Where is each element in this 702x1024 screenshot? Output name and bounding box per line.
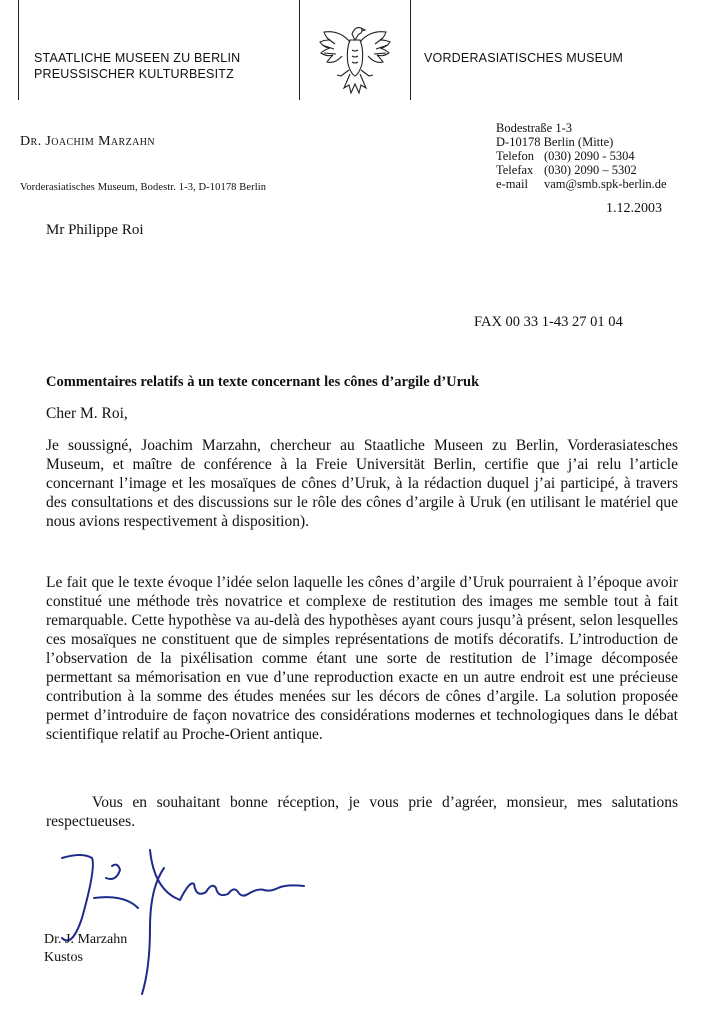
letterhead-divider-center-left (299, 0, 300, 100)
recipient: Mr Philippe Roi (46, 222, 144, 238)
fax-number: FAX 00 33 1-43 27 01 04 (474, 314, 623, 330)
closing: Vous en souhaitant bonne réception, je vous prie d’agréer, monsieur, mes salutations respectueuses. (46, 794, 678, 830)
paragraph-2: Le fait que le texte évoque l’idée selon laquelle les cônes d’argile d’Uruk pourraient à l’époque avoir constitué une méthode très novatrice et complexe de restitution des images me semble tout à fait remarquable. Cette hypothèse va au-delà des hypothèses ayant cours jusqu’à présent, selon lesquelles ces mosaïques ne constituent que de simples représentations de motifs décoratifs. L’introduction de l’observation de la pixélisation comme étant une sorte de restitution de l’image décomposée permettant sa mémorisation en vue d’une reproduction exacte en un autre endroit est une précieuse contribution à la somme des études menées sur les décors de cônes d’argile. La solution proposée permet d’introduire de façon novatrice des considérations modernes et technologiques dans le débat scientifique relatif au Proche-Orient antique. (46, 574, 678, 743)
return-address: Vorderasiatisches Museum, Bodestr. 1-3, D-10178 Berlin (20, 182, 267, 193)
telefon-label: Telefon (496, 149, 534, 163)
telefax-value: (030) 2090 – 5302 (544, 163, 637, 177)
museum-name: VORDERASIATISCHES MUSEUM (424, 51, 624, 65)
address-city: D-10178 Berlin (Mitte) (496, 135, 614, 149)
letterhead-divider-left (18, 0, 19, 100)
institution-name: STAATLICHE MUSEEN ZU BERLIN (34, 51, 241, 65)
telefax-row (496, 163, 667, 177)
telefon-value: (030) 2090 - 5304 (544, 149, 635, 163)
handwritten-signature (54, 838, 314, 1008)
institution-subtitle: PREUSSISCHER KULTURBESITZ (34, 67, 234, 81)
signatory-name: Dr. J. Marzahn (44, 932, 128, 947)
telefon-row (496, 149, 667, 163)
email-label: e-mail (496, 177, 528, 191)
subject-line: Commentaires relatifs à un texte concernant les cônes d’argile d’Uruk (46, 374, 480, 390)
letterhead-divider-center-right (410, 0, 411, 100)
letterhead-left (34, 50, 240, 82)
letter-date: 1.12.2003 (606, 201, 662, 216)
address-block (496, 121, 667, 191)
sender-name: Dr. Joachim Marzahn (20, 134, 155, 149)
paragraph-1: Je soussigné, Joachim Marzahn, chercheur au Staatliche Museen zu Berlin, Vorderasiatesches Museum, et maître de conférence à la Freie Universität Berlin, certifie que j’ai relu l’article concernant l’image et les mosaïques de cônes d’Uruk, à la rédaction duquel j’ai participé, à travers des consultations et des discussions sur le rôle des cônes d’argile à Uruk (en utilisant le matériel que nous avions respectivement à disposition). (46, 437, 678, 530)
salutation: Cher M. Roi, (46, 405, 128, 422)
eagle-icon (312, 20, 398, 100)
email-value: vam@smb.spk-berlin.de (544, 177, 667, 191)
telefax-label: Telefax (496, 163, 534, 177)
email-row (496, 177, 667, 191)
address-street: Bodestraße 1-3 (496, 121, 573, 135)
signatory-title: Kustos (44, 950, 83, 965)
letterhead-right (424, 50, 623, 66)
